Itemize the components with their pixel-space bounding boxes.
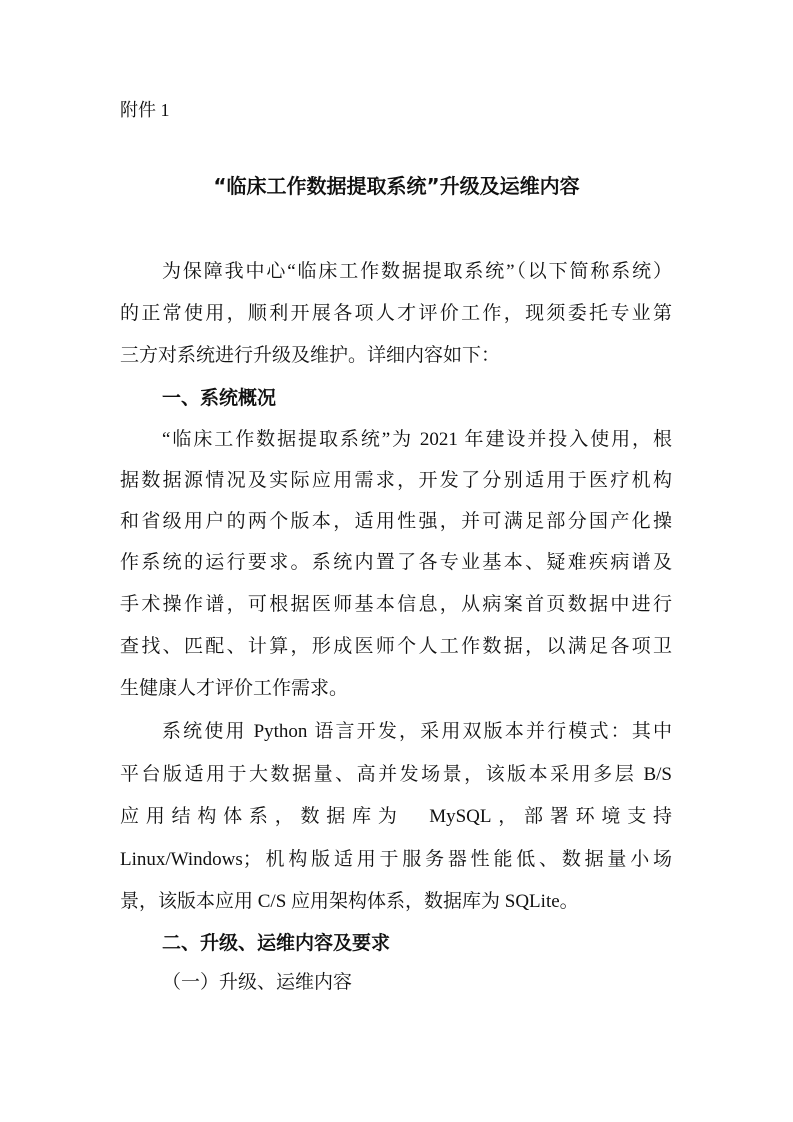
intro-line: 三方对系统进行升级及维护。详细内容如下：: [120, 345, 501, 366]
para-line: 和省级用户的两个版本，适用性强，并可满足部分国产化操: [120, 511, 672, 532]
para-line: 查找、匹配、计算，形成医师个人工作数据，以满足各项卫: [120, 636, 672, 657]
para-line: 平台版适用于大数据量、高并发场景，该版本采用多层 B/S: [120, 764, 672, 785]
attachment-label: 附件 1: [120, 100, 170, 120]
para-line: 景，该版本应用 C/S 应用架构体系，数据库为 SQLite。: [120, 891, 579, 912]
section2-heading: 二、升级、运维内容及要求: [162, 932, 391, 954]
section1-heading: 一、系统概况: [162, 387, 277, 409]
para-line: 据数据源情况及实际应用需求，开发了分别适用于医疗机构: [120, 470, 672, 491]
para-line: 系统使用 Python 语言开发，采用双版本并行模式：其中: [162, 721, 672, 742]
document-title: “临床工作数据提取系统”升级及运维内容: [213, 174, 580, 198]
para-line: Linux/Windows；机构版适用于服务器性能低、数据量小场: [120, 849, 672, 870]
para-line: 手术操作谱，可根据医师基本信息，从病案首页数据中进行: [120, 594, 672, 615]
section2-subheading: （一）升级、运维内容: [162, 972, 353, 993]
para-line: 应用结构体系，数据库为 MySQL，部署环境支持: [120, 806, 672, 827]
intro-line: 为保障我中心“临床工作数据提取系统”（以下简称系统）: [162, 261, 672, 282]
para-line: “临床工作数据提取系统”为 2021 年建设并投入使用，根: [162, 429, 672, 450]
para-line: 作系统的运行要求。系统内置了各专业基本、疑难疾病谱及: [120, 552, 672, 573]
para-line: 生健康人才评价工作需求。: [120, 678, 349, 699]
intro-line: 的正常使用，顺利开展各项人才评价工作，现须委托专业第: [120, 303, 672, 324]
